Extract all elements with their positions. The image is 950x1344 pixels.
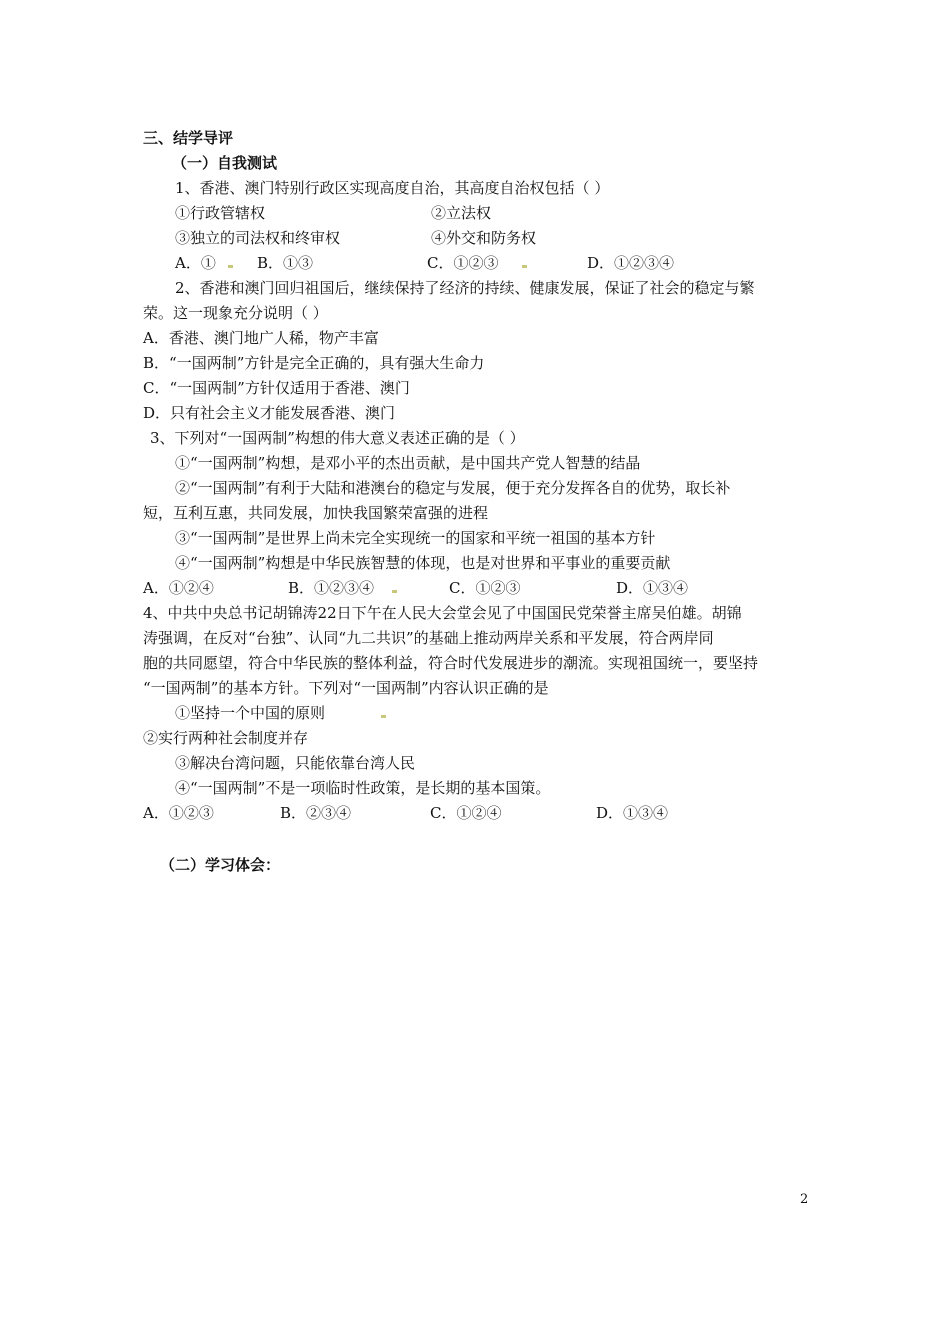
q4-stem-line4: “一国两制”的基本方针。下列对“一国两制”内容认识正确的是 — [143, 679, 549, 697]
q2-option-d: D．只有社会主义才能发展香港、澳门 — [143, 404, 396, 422]
q1-option-c: C．①②③ — [427, 253, 527, 273]
mark — [381, 715, 386, 718]
page-number: 2 — [800, 1192, 809, 1207]
q2-stem-line1: 2、香港和澳门回归祖国后，继续保持了经济的持续、健康发展，保证了社会的稳定与繁 — [175, 279, 755, 297]
q4-option-a: A．①②③ — [143, 804, 214, 822]
q1-item-3: ③独立的司法权和终审权 — [175, 229, 341, 247]
mark — [392, 590, 397, 593]
q2-stem-line2: 荣。这一现象充分说明（ ） — [143, 304, 328, 322]
q4-option-d: D．①③④ — [596, 804, 669, 822]
q1-item-1: ①行政管辖权 — [175, 204, 266, 222]
q1-option-b: B．①③ — [257, 254, 314, 272]
subsection-title-reflection: （二）学习体会： — [160, 856, 281, 874]
q3-stem: 3、下列对“一国两制”构想的伟大意义表述正确的是（ ） — [150, 429, 525, 447]
q3-option-a: A．①②④ — [143, 579, 214, 597]
q4-item-4: ④“一国两制”不是一项临时性政策，是长期的基本国策。 — [175, 779, 551, 797]
q4-stem-line2: 涛强调，在反对“台独”、认同“九二共识”的基础上推动两岸关系和平发展，符合两岸同 — [143, 629, 714, 647]
q4-option-c: C．①②④ — [430, 804, 502, 822]
subsection-title-self-test: （一）自我测试 — [172, 154, 278, 172]
q2-option-b: B．“一国两制”方针是完全正确的，具有强大生命力 — [143, 354, 485, 372]
q3-option-c: C．①②③ — [449, 579, 521, 597]
q4-option-b: B．②③④ — [280, 804, 352, 822]
q4-item-2: ②实行两种社会制度并存 — [143, 729, 309, 747]
q3-item-2-line1: ②“一国两制”有利于大陆和港澳台的稳定与发展，便于充分发挥各自的优势，取长补 — [175, 479, 731, 497]
q2-option-a: A．香港、澳门地广人稀，物产丰富 — [143, 329, 379, 347]
q1-option-a: A．① — [175, 253, 233, 273]
q3-option-d: D．①③④ — [616, 579, 689, 597]
q2-option-c: C．“一国两制”方针仅适用于香港、澳门 — [143, 379, 410, 397]
q4-item-3: ③解决台湾问题，只能依靠台湾人民 — [175, 754, 416, 772]
section-title: 三、结学导评 — [143, 129, 234, 147]
mark — [228, 265, 233, 268]
mark — [522, 265, 527, 268]
q1-option-d: D．①②③④ — [587, 254, 675, 272]
q4-stem-line1: 4、中共中央总书记胡锦涛22日下午在人民大会堂会见了中国国民党荣誉主席吴伯雄。胡锦 — [143, 604, 742, 622]
q3-item-3: ③“一国两制”是世界上尚未完全实现统一的国家和平统一祖国的基本方针 — [175, 529, 656, 547]
q1-item-4: ④外交和防务权 — [431, 229, 537, 247]
q3-option-b: B．①②③④ — [288, 578, 397, 598]
q4-stem-line3: 胞的共同愿望，符合中华民族的整体利益，符合时代发展进步的潮流。实现祖国统一，要坚持 — [143, 654, 759, 672]
q3-item-4: ④“一国两制”构想是中华民族智慧的体现，也是对世界和平事业的重要贡献 — [175, 554, 671, 572]
q1-stem: 1、香港、澳门特别行政区实现高度自治，其高度自治权包括（ ） — [175, 179, 610, 197]
q1-item-2: ②立法权 — [431, 204, 492, 222]
q3-item-2-line2: 短，互利互惠，共同发展，加快我国繁荣富强的进程 — [143, 504, 489, 522]
q4-item-1: ①坚持一个中国的原则 — [175, 703, 386, 723]
q3-item-1: ①“一国两制”构想，是邓小平的杰出贡献，是中国共产党人智慧的结晶 — [175, 454, 641, 472]
